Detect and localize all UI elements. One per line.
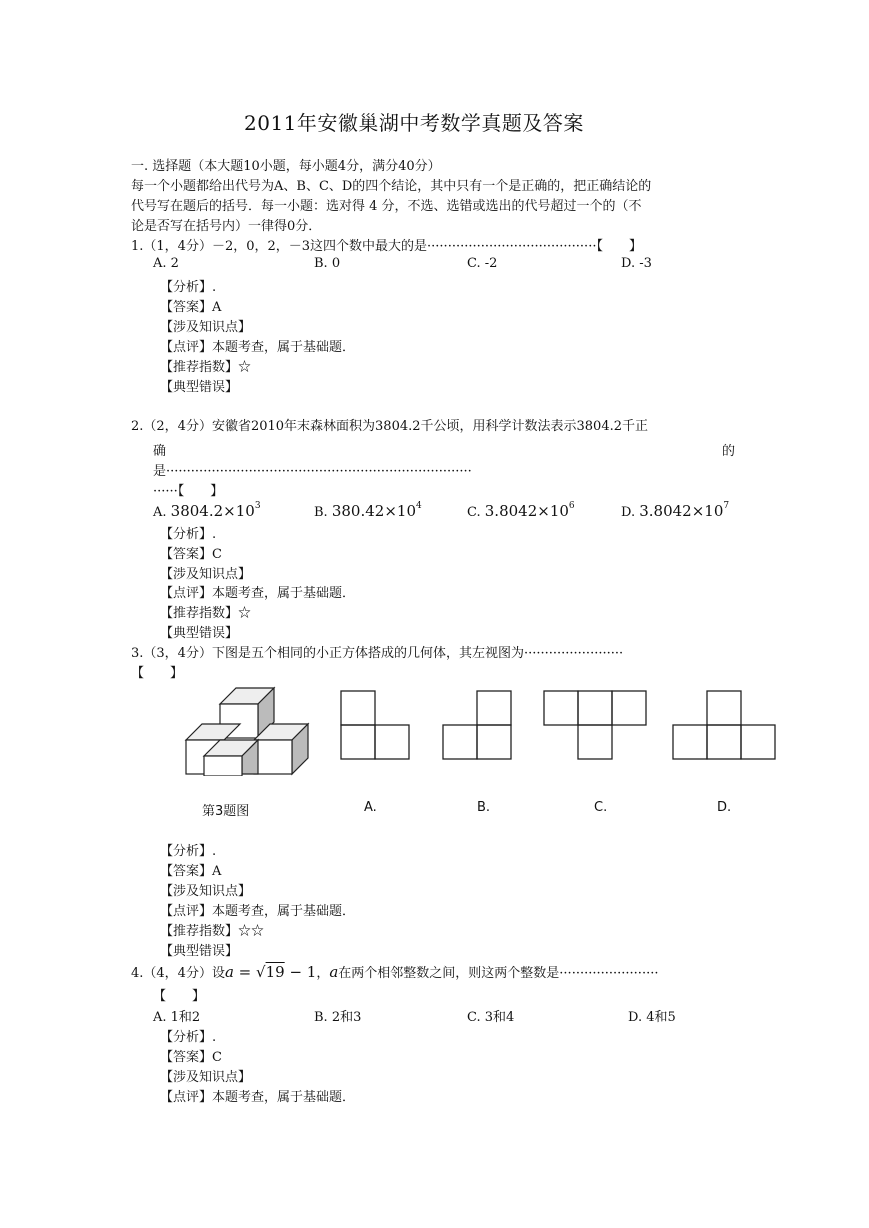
page-title: 2011年安徽巢湖中考数学真题及答案 — [244, 111, 584, 135]
q4-option-d: D. 4和5 — [628, 1010, 676, 1025]
q2-option-b: B. $380.42\times 10^4$ — [314, 501, 422, 520]
q3-answer: 【答案】A — [160, 864, 222, 879]
question-4-stem: 4.（4，4分）设a = √19 − 1，a在两个相邻整数之间，则这两个整数是························ — [131, 963, 659, 981]
q2-typical-error: 【典型错误】 — [160, 626, 239, 641]
q4-expression: a = √19 − 1 — [224, 963, 317, 981]
question-4-bracket: 【 】 — [153, 989, 206, 1004]
q2-option-b-value: $380.42\times 10^4$ — [331, 501, 422, 520]
instruction-line: 每一个小题都给出代号为A、B、C、D的四个结论，其中只有一个是正确的，把正确结论的 — [131, 179, 652, 194]
q1-recommend: 【推荐指数】☆ — [160, 360, 252, 375]
q1-option-c: C. -2 — [467, 256, 498, 271]
q2-option-d: D. $3.8042\times 10^7$ — [621, 501, 730, 520]
q3-typical-error: 【典型错误】 — [160, 944, 239, 959]
q2-recommend: 【推荐指数】☆ — [160, 606, 252, 621]
instruction-line: 论是否写在括号内）一律得0分． — [131, 219, 322, 234]
figure-label-b: B. — [477, 800, 491, 815]
q1-typical-error: 【典型错误】 — [160, 380, 239, 395]
q2-comment: 【点评】本题考查，属于基础题． — [160, 586, 356, 601]
q3-analysis: 【分析】. — [160, 844, 217, 859]
q2-option-c: C. $3.8042\times 10^6$ — [467, 501, 575, 520]
question-2-stem-cont: 确 — [153, 444, 167, 459]
q2-option-d-value: $3.8042\times 10^7$ — [639, 501, 730, 520]
q4-comment: 【点评】本题考查，属于基础题． — [160, 1090, 356, 1105]
q3-knowledge: 【涉及知识点】 — [160, 884, 252, 899]
q1-comment: 【点评】本题考查，属于基础题． — [160, 340, 356, 355]
q3-recommend: 【推荐指数】☆☆ — [160, 924, 265, 939]
q4-knowledge: 【涉及知识点】 — [160, 1070, 252, 1085]
view-option-b — [442, 690, 514, 762]
question-2-stem: 2.（2，4分）安徽省2010年末森林面积为3804.2千公顷，用科学计数法表示3804.2千正 — [131, 419, 649, 434]
view-option-c — [543, 690, 649, 762]
figure-label-d: D. — [717, 800, 732, 815]
question-3-stem: 3.（3，4分）下图是五个相同的小正方体搭成的几何体，其左视图为························ — [131, 646, 624, 661]
q4-option-b: B. 2和3 — [314, 1010, 362, 1025]
q1-answer: 【答案】A — [160, 300, 222, 315]
q1-knowledge: 【涉及知识点】 — [160, 320, 252, 335]
figure-label-c: C. — [594, 800, 608, 815]
question-2-stem-cont: 是·········································································· — [153, 464, 472, 479]
q1-option-b: B. 0 — [314, 256, 341, 271]
q2-analysis: 【分析】. — [160, 527, 217, 542]
view-option-d — [672, 690, 778, 762]
question-1-stem: 1.（1，4分）－2，0，2，－3这四个数中最大的是·········································【 】 — [131, 239, 642, 254]
q2-knowledge: 【涉及知识点】 — [160, 567, 252, 582]
figure-caption: 第3题图 — [202, 804, 250, 819]
question-2-bracket: ······【 】 — [153, 484, 224, 499]
q3-comment: 【点评】本题考查，属于基础题． — [160, 904, 356, 919]
q4-option-c: C. 3和4 — [467, 1010, 515, 1025]
q1-option-d: D. -3 — [621, 256, 652, 271]
q4-option-a: A. 1和2 — [153, 1010, 201, 1025]
question-3-bracket: 【 】 — [131, 666, 184, 681]
instruction-line: 代号写在题后的括号．每一小题：选对得 4 分，不选、选错或选出的代号超过一个的（不 — [131, 199, 642, 214]
q1-option-a: A. 2 — [153, 256, 179, 271]
q2-option-c-value: $3.8042\times 10^6$ — [484, 501, 575, 520]
q4-analysis: 【分析】. — [160, 1030, 217, 1045]
view-option-a — [340, 690, 412, 762]
q2-answer: 【答案】C — [160, 547, 222, 562]
figure-label-a: A. — [364, 800, 377, 815]
question-2-stem-cont: 的 — [722, 444, 736, 459]
sqrt-icon: √ — [256, 963, 266, 981]
q4-answer: 【答案】C — [160, 1050, 222, 1065]
q2-option-a-value: $3804.2\times 10^3$ — [170, 501, 261, 520]
q2-option-a: A. $3804.2\times 10^3$ — [153, 501, 261, 520]
q1-analysis: 【分析】. — [160, 280, 217, 295]
section-heading: 一. 选择题（本大题10小题，每小题4分，满分40分） — [131, 159, 441, 174]
cube-figure — [180, 684, 310, 776]
